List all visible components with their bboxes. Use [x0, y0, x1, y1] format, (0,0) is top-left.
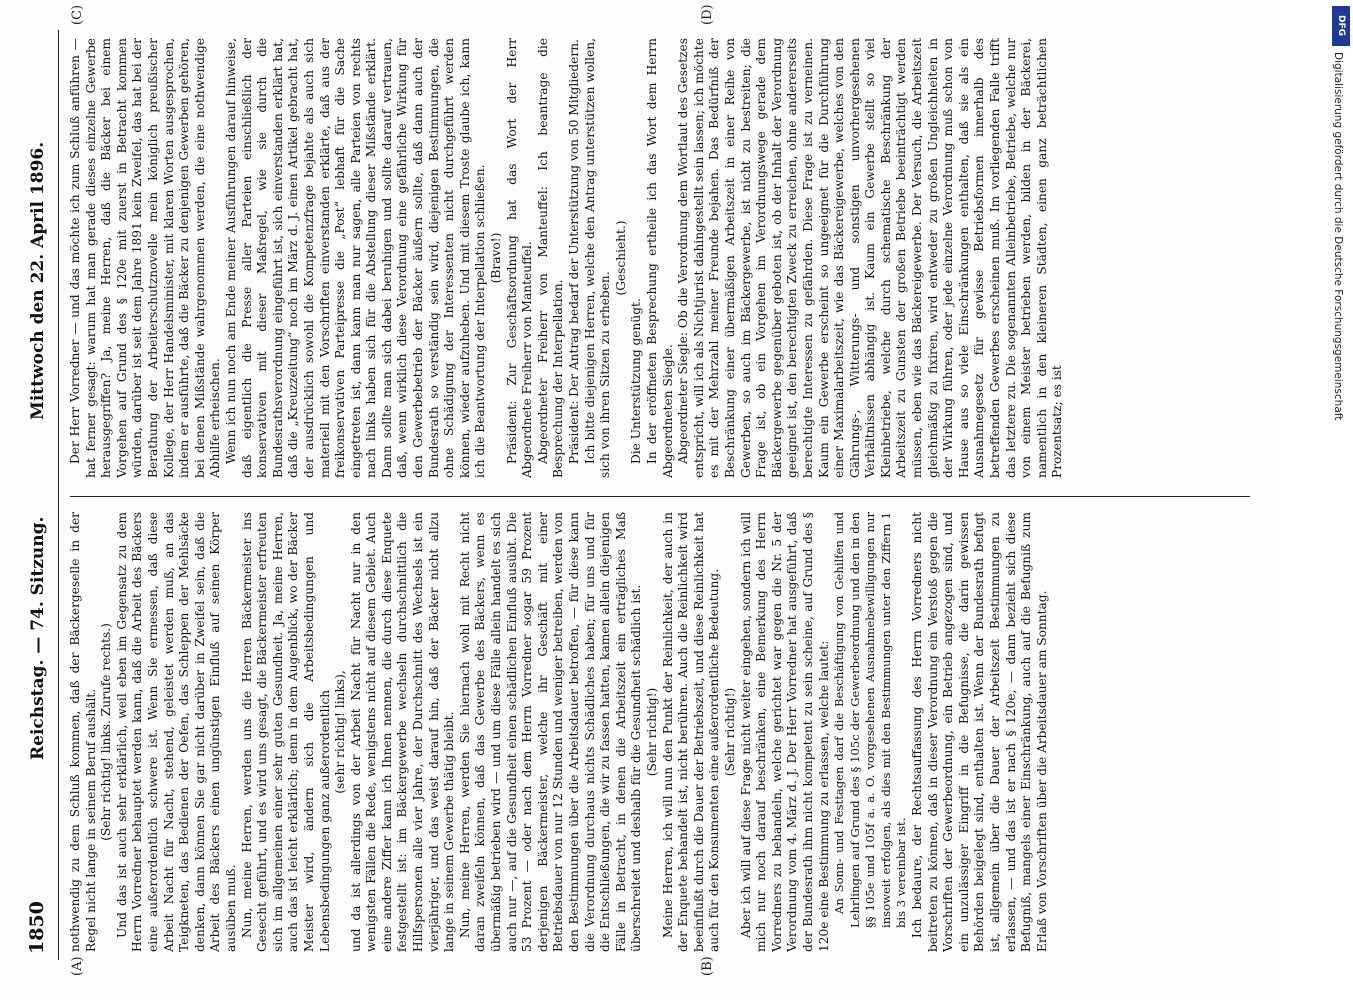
paragraph: Die Unterstützung genügt.: [629, 298, 644, 464]
paragraph: Aber ich will auf diese Frage nicht weiter eingehen, sondern ich will mich nur noch darauf beschränken, eine Bemerkung des Herrn Vorredners zu behandeln, welche gerichtet war gegen die Nr. 5 der Verordnung vom 4. März d. J. Der Herr Vorredner hat ausgeführt, daß der Bundesrath ihm nicht kompetent zu sein scheine, auf Grund des § 120e eine Bestimmung zu erlassen, welche lautet:: [738, 512, 831, 952]
paragraph: In der eröffneten Besprechung ertheile ich das Wort dem Herrn Abgeordneten Siegle.: [644, 38, 675, 478]
paragraph: und da ist allerdings von der Arbeit Nacht für Nacht nur in den wenigsten Fällen die Rede, wenigstens nicht auf diesem Gebiet. Auch eine andere Ziffer kann ich Ihnen nennen, die durch diese Enquete festgestellt ist: im Bäckergewerbe wechseln durchschnittlich die Hilfspersonen alle vier Jahre, der Durchschnitt des Wechsels ist ein vierjähriger, und das weist darauf hin, daß der Bäcker nicht allzu lange in seinem Gewerbe thätig bleibt.: [348, 512, 457, 952]
paragraph: Abgeordneter Freiherr von Manteuffel: Ich beantrage die Besprechung der Interpellation.: [535, 38, 566, 478]
paragraph: Und das ist auch sehr erklärlich, weil eben im Gegensatz zu dem Herrn Vorredner behauptet werden kann, daß die Arbeit des Bäckers eine außerordentlich schwere ist. Wenn Sie ermessen, daß diese Arbeit Nacht für Nacht, stehend, geleistet werden muß, an das Teigkneten, das Bedienen der Oefen, das Schleppen der Mehlsäcke denken, dann können Sie gar nicht darüber in Zweifel sein, daß die Arbeit des Bäckers einen ungünstigen Einfluß auf seinen Körper ausüben muß.: [114, 512, 238, 952]
page-number: 1850: [26, 901, 48, 954]
margin-mark-c: (C): [70, 4, 85, 25]
header-date: Mittwoch den 22. April 1896.: [28, 141, 48, 420]
margin-mark-d: (D): [700, 4, 715, 25]
paragraph: An Sonn- und Festtagen darf die Beschäftigung von Gehilfen und Lehrlingen auf Grund des § 105c der Gewerbeordnung und den in den §§ 105e und 105f a. a. O. vorgesehenen Ausnahmebewilligungen nur insoweit erfolgen, als dies mit den Bestimmungen unter den Ziffern 1 bis 3 vereinbar ist.: [832, 512, 909, 928]
paragraph: (Geschieht.): [613, 220, 628, 296]
funding-credit-text: Digitalisierung gefördert durch die Deutsche Forschungsgemeinschaft: [1332, 52, 1344, 421]
header-session-title: Reichstag. — 74. Sitzung.: [28, 516, 48, 760]
dfg-logo: DFG: [1332, 6, 1350, 46]
right-text-column: [68, 38, 1248, 478]
paragraph: Nun, meine Herren, werden Sie hiernach wohl mit Recht nicht daran zweifeln können, daß das Gewerbe des Bäckers, wenn es übermäßig betrieben wird — und um diese Fälle allein handelt es sich auch nur —, auf die Gesundheit einen schädlichen Einfluß ausübt. Die 53 Prozent — oder nach dem Herrn Vorredner sogar 59 Prozent derjenigen Bäckermeister, welche ihr Geschäft mit einer Betriebsdauer von nur 12 Stunden und weniger betreiben, werden von den Bestimmungen über die Arbeitsdauer betroffen, — für diese kann die Verordnung durchaus nichts Schädliches haben; für uns und für die Entschließungen, die wir zu fassen hatten, kamen allein diejenigen Fälle in Betracht, in denen die Arbeitszeit ein erträgliches Maß überschreitet und deshalb für die Gesundheit schädlich ist.: [457, 512, 644, 952]
margin-mark-a: (A): [70, 956, 85, 976]
paragraph: (sehr richtig! links),: [333, 670, 348, 794]
paragraph: Präsident: Zur Geschäftsordnung hat das Wort der Herr Abgeordnete Freiherr von Manteuffel.: [504, 38, 535, 478]
paragraph: Ich bedaure, der Rechtsauffassung des Herrn Vorredners nicht beitreten zu können, daß in dieser Verordnung ein Verstoß gegen die Vorschriften der Gewerbeordnung, ein Betrieb angezogen sind, und ein unzulässiger Eingriff in die Befugnisse, die darin gewissen Behörden beigelegt sind, enthalten ist. Wenn der Bundesrath befugt ist, allgemein über die Dauer der Arbeitszeit Bestimmungen zu erlassen, — und das ist er nach § 120e, — dann bezieht sich diese Befugniß, mangels einer Einschränkung, auch auf die Befugniß zum Erlaß von Vorschriften über die Arbeitsdauer am Sonntag.: [910, 512, 1049, 952]
paragraph: Meine Herren, ich will nun den Punkt der Reinlichkeit, der auch in der Enquete behandelt ist, nicht berühren. Auch die Reinlichkeit wird beeinflußt durch die Dauer der Betriebszeit, und diese Reinlichkeit hat auch für den Konsumenten eine außerordentliche Bedeutung.: [660, 512, 722, 952]
paragraph: nothwendig zu dem Schluß kommen, daß der Bäckergeselle in der Regel nicht lange in seinem Beruf aushält.: [68, 512, 98, 952]
paragraph: Ich bitte diejenigen Herren, welche den Antrag unterstützen wollen, sich von ihren Sitzen zu erheben.: [582, 38, 613, 478]
funding-credit: [1330, 6, 1352, 996]
paragraph: Der Herr Vorredner — und das möchte ich zum Schluß anführen — hat ferner gesagt: warum hat man gerade dieses einzelne Gewerbe herausgegriffen? Ja, meine Herren, daß die Bäcker bei einem Vorgehen auf Grund des § 120e mit zuerst in Betracht kommen würden, darüber ist seit dem Jahre 1891 kein Zweifel, das hat bei der Berathung der Arbeiterschutznovelle mein königlich preußischer Kollege, der Herr Handelsminister, mit klaren Worten ausgesprochen, indem er ausführte, daß die Bäcker zu denjenigen Gewerben gehören, bei denen Mißstände wahrgenommen werden, die eine nothwendige Abhilfe erheischen.: [68, 38, 223, 478]
left-text-column: [68, 512, 1248, 952]
page-header: [18, 30, 59, 960]
paragraph: (Sehr richtig! links. Zurufe rechts.): [99, 623, 114, 841]
paragraph: Präsident: Der Antrag bedarf der Unterstützung von 50 Mitgliedern.: [567, 39, 581, 464]
paragraph: (Sehr richtig!): [722, 687, 737, 777]
paragraph: Abgeordneter Siegle: Ob die Verordnung dem Wortlaut des Gesetzes entspricht, will ich als Nichtjurist dahingestellt sein lassen; ich möchte es mit der Mehrzahl meiner Freunde bejahen. Das Bedürfniß der Beschränkung einer übermäßigen Arbeitszeit in einer Reihe von Gewerben, so auch im Bäckergewerbe, ist nicht zu bestreiten; die Frage ist, ob ein Vorgehen im Verordnungswege gerade dem Bäckergewerbe gegenüber geboten ist, ob der Inhalt der Verordnung geeignet ist, den berechtigten Zweck zu erreichen, ohne andererseits berechtigte Interessen zu gefährden. Diese Frage ist zu verneinen. Kaum ein Gewerbe erscheint so ungeeignet für die Durchführung einer Maximalarbeitszeit, wie das Bäckereigewerbe, welches von den Gährungs-, Witterungs- und sonstigen unvorhergesehenen Verhältnissen abhängig ist. Kaum ein Gewerbe stellt so viel Kleinbetriebe, welche durch schematische Beschränkung der Arbeitszeit zu Gunsten der großen Betriebe beeinträchtigt werden müssen, eben wie das Bäckereigewerbe. Der Versuch, die Arbeitszeit gleichmäßig zu fixiren, wird entweder zu großen Ungleichheiten in der Wirkung führen, oder jede einzelne Verordnung muß schon von Hause aus so viele Einschränkungen enthalten, daß sie als ein Ausnahmegesetz für gewisse Betriebsformen innerhalb des betreffenden Gewerbes erscheinen muß. Im vorliegenden Falle trifft das letztere zu. Die sogenannten Alleinbetriebe, Betriebe, welche nur von einem Meister betrieben werden, bilden in der Bäckerei, namentlich in den kleineren Städten, einen ganz beträchtlichen Prozentsatz; es ist: [676, 38, 1065, 478]
column-divider: [70, 496, 1250, 497]
paragraph: Nun, meine Herren, werden uns die Herren Bäckermeister ins Gesecht geführt, und es wird uns gesagt, die Bäckermeister erfreuten sich im allgemeinen einer sehr guten Gesundheit. Ja, meine Herren, auch das ist leicht erklärlich; denn in dem Augenblick, wo der Bäcker Meister wird, ändern sich die Arbeitsbedingungen und Lebensbedingungen ganz außerordentlich: [239, 512, 332, 952]
paragraph: (Bravo!): [489, 232, 504, 284]
paragraph: Wenn ich nun noch am Ende meiner Ausführungen darauf hinweise, daß eigentlich die Presse aller Parteien einschließlich der konservativen mit dieser Maßregel, wie sie durch die Bundesrathsverordnung eingeführt ist, sich einverstanden erklärt hat, daß die „Kreuzzeitung“ noch im März d. J. einen Artikel gebracht hat, der ausdrücklich sowohl die Kompetenzfrage bejahte als auch sich materiell mit den Vorschriften einverstanden erklärte, daß aus der freikonservativen Parteipresse die „Post“ lebhaft für die Sache eingetreten ist, dann kann man nur sagen, alle Parteien von rechts nach links haben sich für die Abstellung dieser Mißstände erklärt. Dann sollte man sich dabei beruhigen und sollte darauf vertrauen, daß, wenn wirklich diese Verordnung eine gefährliche Wirkung für den Gewerbebetrieb der Bäcker äußern sollte, daß dann auch der Bundesrath so verständig sein wird, diejenigen Bestimmungen, die ohne Schädigung der Interessenten nicht durchgeführt werden können, wieder aufzuheben. Und mit diesem Troste glaube ich, kann ich die Beantwortung der Interpellation schließen.: [223, 38, 488, 478]
margin-mark-b: (B): [700, 956, 715, 976]
paragraph: (Sehr richtig!): [644, 687, 659, 777]
